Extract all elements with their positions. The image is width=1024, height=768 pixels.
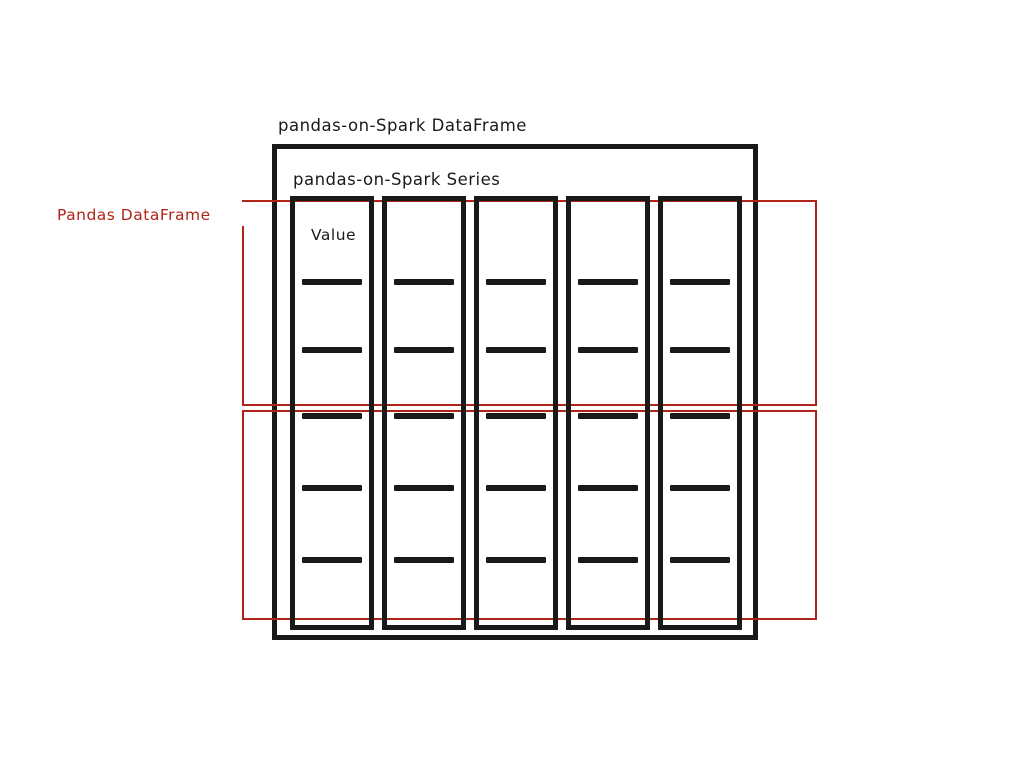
label-pandas-on-spark-series: pandas-on-Spark Series	[293, 170, 501, 189]
row-divider	[670, 557, 730, 563]
series-column-2	[382, 196, 466, 630]
series-column-5	[658, 196, 742, 630]
row-divider	[394, 279, 454, 285]
row-divider	[302, 485, 362, 491]
row-divider	[302, 413, 362, 419]
series-column-1	[290, 196, 374, 630]
row-divider	[578, 279, 638, 285]
series-column-3	[474, 196, 558, 630]
row-divider	[394, 557, 454, 563]
label-pandas-dataframe: Pandas DataFrame	[57, 206, 211, 224]
row-divider	[670, 279, 730, 285]
row-divider	[670, 413, 730, 419]
row-divider	[486, 485, 546, 491]
row-divider	[302, 557, 362, 563]
row-divider	[394, 347, 454, 353]
row-divider	[670, 485, 730, 491]
series-column-4	[566, 196, 650, 630]
series-columns-group	[290, 196, 742, 630]
row-divider	[578, 413, 638, 419]
row-divider	[302, 347, 362, 353]
row-divider	[394, 485, 454, 491]
row-divider	[670, 347, 730, 353]
row-divider	[486, 413, 546, 419]
row-divider	[394, 413, 454, 419]
row-divider	[486, 557, 546, 563]
row-divider	[486, 279, 546, 285]
row-divider	[486, 347, 546, 353]
row-divider	[578, 347, 638, 353]
label-pandas-on-spark-dataframe: pandas-on-Spark DataFrame	[278, 116, 527, 135]
row-divider	[578, 485, 638, 491]
label-column-header-value: Value	[311, 226, 357, 244]
row-divider	[302, 279, 362, 285]
row-divider	[578, 557, 638, 563]
